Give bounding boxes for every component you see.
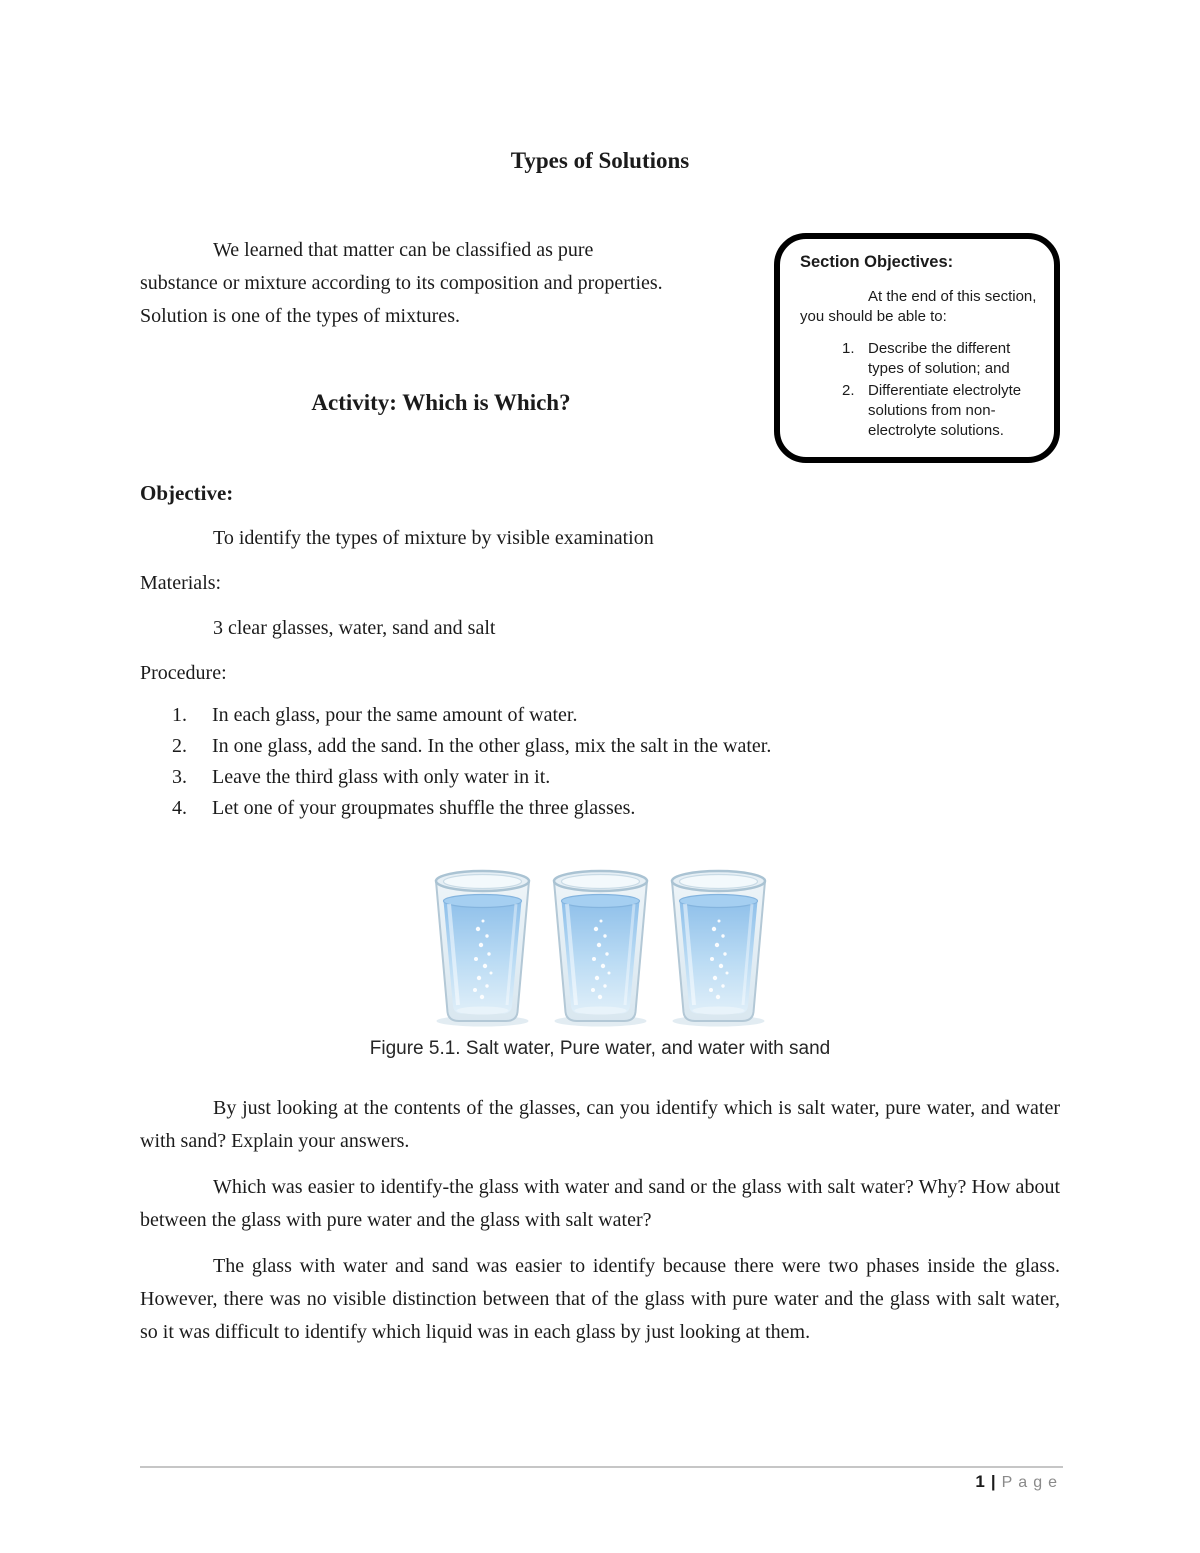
footer-separator: |	[990, 1472, 996, 1491]
materials-text: 3 clear glasses, water, sand and salt	[213, 617, 496, 639]
discussion-paragraph: Which was easier to identify-the glass with water and sand or the glass with salt water? Why? How about between the glass with pure water and the glass with salt water?	[140, 1176, 1060, 1231]
footer-text	[140, 1468, 1063, 1492]
procedure-list	[140, 700, 1060, 824]
section-objectives-box	[774, 233, 1060, 463]
materials-label: Materials:	[140, 572, 222, 594]
page-number: 1	[975, 1472, 985, 1491]
procedure-step: In one glass, add the sand. In the other glass, mix the salt in the water.	[212, 735, 772, 757]
intro-paragraph: We learned that matter can be classified as pure substance or mixture according to its composition and properties. Solution is one of the types of mixtures.	[140, 239, 663, 327]
objectives-list	[800, 339, 1038, 441]
procedure-step: Let one of your groupmates shuffle the three glasses.	[212, 797, 636, 819]
water-glass-icon	[431, 868, 534, 1028]
figure-caption: Figure 5.1. Salt water, Pure water, and water with sand	[369, 1038, 831, 1059]
objectives-box-title: Section Objectives:	[800, 253, 954, 271]
figure-5-1	[140, 868, 1060, 1062]
discussion-paragraph: The glass with water and sand was easier to identify because there were two phases inside the glass. However, there was no visible distinction between that of the glass with pure water and the glass with salt water, so it was difficult to identify which liquid was in each glass by just looking at them.	[140, 1255, 1060, 1343]
objectives-box-intro: At the end of this section, you should be able to:	[800, 288, 1037, 325]
procedure-step: Leave the third glass with only water in it.	[212, 766, 551, 788]
objective-text: To identify the types of mixture by visible examination	[213, 527, 654, 549]
glasses-illustration	[140, 868, 1060, 1028]
page-title: Types of Solutions	[510, 148, 690, 173]
page-label: Page	[1001, 1474, 1063, 1491]
objective-label: Objective:	[140, 481, 234, 505]
activity-heading: Activity: Which is Which?	[311, 390, 571, 415]
procedure-step: In each glass, pour the same amount of water.	[212, 704, 578, 726]
objectives-list-item: Describe the different types of solution; and	[868, 340, 1011, 377]
page-footer	[140, 1466, 1063, 1492]
water-glass-icon	[667, 868, 770, 1028]
objectives-list-item: Differentiate electrolyte solutions from non-electrolyte solutions.	[868, 382, 1022, 439]
water-glass-icon	[549, 868, 652, 1028]
procedure-label: Procedure:	[140, 662, 227, 684]
discussion-paragraph: By just looking at the contents of the glasses, can you identify which is salt water, pure water, and water with sand? Explain your answers.	[140, 1097, 1060, 1152]
